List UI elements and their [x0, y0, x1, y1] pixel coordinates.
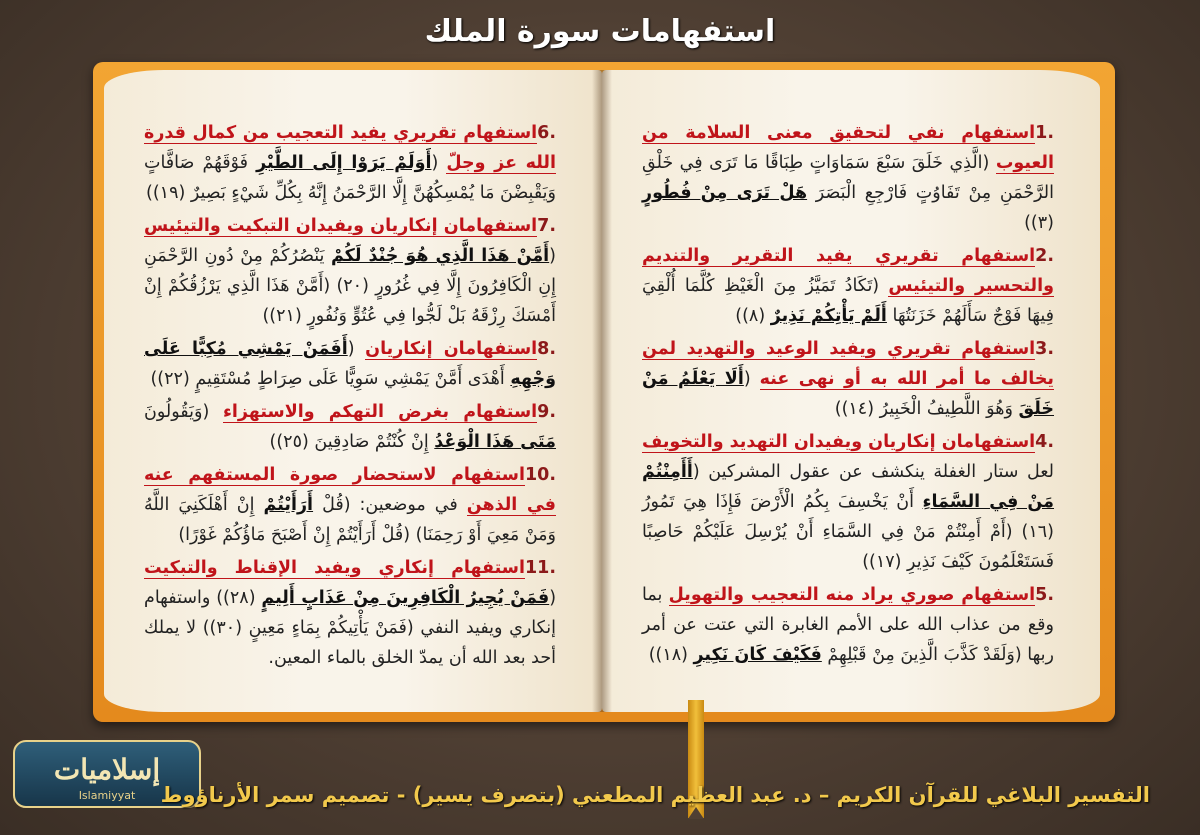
item-text: (تَكَادُ تَمَيَّزُ مِنَ الْغَيْظِ كُلَّمَا أُلْقِيَ فِيهَا فَوْجٌ سَأَلَهُمْ خَزَنَتُهَا — [642, 276, 1054, 326]
item-tail: إِنْ أَهْلَكَنِيَ اللَّهُ وَمَنْ مَعِيَ أَوْ رَحِمَنَا) (قُلْ أَرَأَيْتُمْ إِنْ أَصْبَحَ مَاؤُكُمْ غَوْرًا) — [144, 495, 556, 545]
logo-subtext: Islamiyyat — [78, 789, 136, 802]
item-emphasis: فَكَيْفَ كَانَ نَكِيرِ — [693, 645, 822, 665]
item-text: ( — [743, 369, 760, 389]
question-item — [642, 580, 1054, 670]
item-number: 10. — [524, 465, 556, 485]
item-tail: (٨)) — [735, 306, 771, 326]
item-number: 8. — [537, 339, 556, 359]
item-emphasis: مَتَى هَذَا الْوَعْدُ — [434, 432, 556, 452]
item-number: 1. — [1035, 123, 1054, 143]
item-emphasis: أَأَمِنْتُمْ مَنْ فِي السَّمَاءِ — [642, 462, 1055, 512]
item-text: بما وقع من عذاب الله على الأمم الغابرة التي عتت عن أمر ربها (وَلَقَدْ كَذَّبَ الَّذِينَ مِنْ قَبْلِهِمْ — [642, 585, 1054, 665]
item-heading: استفهام بغرض التهكم والاستهزاء — [222, 402, 538, 422]
item-number: 11. — [524, 558, 556, 578]
item-emphasis: أَلَا يَعْلَمُ مَنْ خَلَقَ — [642, 369, 1054, 419]
item-number: 7. — [537, 216, 556, 236]
item-number: 9. — [537, 402, 556, 422]
question-item — [642, 241, 1054, 331]
item-number: 3. — [1035, 339, 1054, 359]
question-item — [144, 118, 556, 208]
item-number: 4. — [1035, 432, 1054, 452]
item-text: لعل ستار الغفلة ينكشف عن عقول المشركين ( — [692, 462, 1054, 482]
question-item — [144, 460, 556, 550]
book-gutter — [592, 70, 612, 712]
item-heading: استفهام تقريري ويفيد الوعيد والتهديد لمن يخالف ما أمر الله به أو نهى عنه — [642, 339, 1055, 389]
question-item — [642, 334, 1054, 424]
item-tail: يَنْصُرُكُمْ مِنْ دُونِ الرَّحْمَنِ إِنِ الْكَافِرُونَ إِلَّا فِي غُرُورٍ (٢٠) (أَمَّنْ هَذَا الَّذِي يَرْزُقُكُمْ إِنْ أَمْسَكَ رِزْقَهُ بَلْ لَجُّوا فِي عُتُوٍّ وَنُفُورٍ (٢١)) — [144, 246, 556, 326]
question-item — [144, 334, 556, 394]
item-heading: استفهام تقريري يفيد التعجيب من كمال قدرة الله عز وجلّ — [144, 123, 556, 173]
left-page — [104, 70, 602, 712]
item-tail: فَوْقَهُمْ صَافَّاتٍ وَيَقْبِضْنَ مَا يُمْسِكُهُنَّ إِلَّا الرَّحْمَنُ إِنَّهُ بِكُلِّ شَيْءٍ بَصِيرٌ (١٩)) — [144, 153, 556, 203]
item-heading: استفهام لاستحضار صورة المستفهم عنه في الذهن — [144, 465, 557, 515]
question-item — [144, 211, 556, 331]
question-item — [144, 553, 556, 673]
item-tail: وَهُوَ اللَّطِيفُ الْخَبِيرُ (١٤)) — [834, 399, 1019, 419]
item-emphasis: أَرَأَيْتُمْ — [263, 495, 314, 515]
item-text: ( — [347, 339, 366, 359]
item-tail: (٣)) — [1024, 213, 1054, 233]
question-item — [642, 427, 1054, 577]
item-number: 5. — [1035, 585, 1054, 605]
item-text: ( — [549, 246, 556, 266]
item-emphasis: فَمَنْ يُجِيرُ الْكَافِرِينَ مِنْ عَذَابٍ أَلِيمٍ — [261, 588, 550, 608]
item-number: 6. — [537, 123, 556, 143]
item-tail: (١٨)) — [648, 645, 694, 665]
item-emphasis: أَفَمَنْ يَمْشِي مُكِبًّا عَلَى وَجْهِهِ — [144, 339, 556, 389]
right-page — [602, 70, 1100, 712]
item-heading: استفهامان إنكاريان ويفيدان التهديد والتخويف — [642, 432, 1036, 452]
item-heading: استفهام تقريري يفيد التقرير والتنديم والتحسير والتيئيس — [642, 246, 1054, 296]
item-emphasis: هَلْ تَرَى مِنْ فُطُورٍ — [642, 183, 808, 203]
item-text: (الَّذِي خَلَقَ سَبْعَ سَمَاوَاتٍ طِبَاقًا مَا تَرَى فِي خَلْقِ الرَّحْمَنِ مِنْ تَفَاوُتٍ فَارْجِعِ الْبَصَرَ — [642, 153, 1054, 203]
item-emphasis: أَمَّنْ هَذَا الَّذِي هُوَ جُنْدٌ لَكُمْ — [330, 246, 550, 266]
item-tail: (٢٨)) واستفهام إنكاري ويفيد النفي (فَمَنْ يَأْتِيكُمْ بِمَاءٍ مَعِينٍ (٣٠)) لا يملك أحد بعد الله أن يمدّ الخلق بالماء المعين. — [144, 588, 556, 668]
item-text: ( — [431, 153, 447, 173]
item-heading: استفهامان إنكاريان ويفيدان التبكيت والتيئيس — [144, 216, 538, 236]
item-heading: استفهام صوري يراد منه التعجيب والتهويل — [668, 585, 1036, 605]
item-tail: أَنْ يَخْسِفَ بِكُمُ الْأَرْضَ فَإِذَا هِيَ تَمُورُ (١٦) (أَمْ أَمِنْتُمْ مَنْ فِي السَّمَاءِ أَنْ يُرْسِلَ عَلَيْكُمْ حَاصِبًا فَسَتَعْلَمُونَ كَيْفَ نَذِيرِ (١٧)) — [642, 492, 1054, 572]
item-text: ( — [549, 588, 557, 608]
page-title: استفهامات سورة الملك — [424, 14, 776, 49]
item-heading: استفهام إنكاري ويفيد الإقناط والتبكيت — [144, 558, 525, 578]
item-text: في موضعين: (قُلْ — [313, 495, 467, 515]
item-emphasis: أَلَمْ يَأْتِكُمْ نَذِيرٌ — [770, 306, 887, 326]
logo-text: إسلاميات — [53, 753, 161, 786]
question-item — [642, 118, 1054, 238]
item-heading: استفهامان إنكاريان — [365, 339, 538, 359]
item-tail: إِنْ كُنْتُمْ صَادِقِينَ (٢٥)) — [269, 432, 435, 452]
item-heading: استفهام نفي لتحقيق معنى السلامة من العيوب — [642, 123, 1054, 173]
item-tail: أَهْدَى أَمَّنْ يَمْشِي سَوِيًّا عَلَى صِرَاطٍ مُسْتَقِيمٍ (٢٢)) — [150, 369, 511, 389]
footer-credit: التفسير البلاغي للقرآن الكريم – د. عبد العظيم المطعني (بتصرف يسير) - تصميم سمر الأرناؤوط — [160, 783, 1150, 807]
item-text: (وَيَقُولُونَ — [144, 402, 223, 422]
question-item — [144, 397, 556, 457]
item-emphasis: أَوَلَمْ يَرَوْا إِلَى الطَّيْرِ — [256, 153, 432, 173]
item-number: 2. — [1035, 246, 1054, 266]
